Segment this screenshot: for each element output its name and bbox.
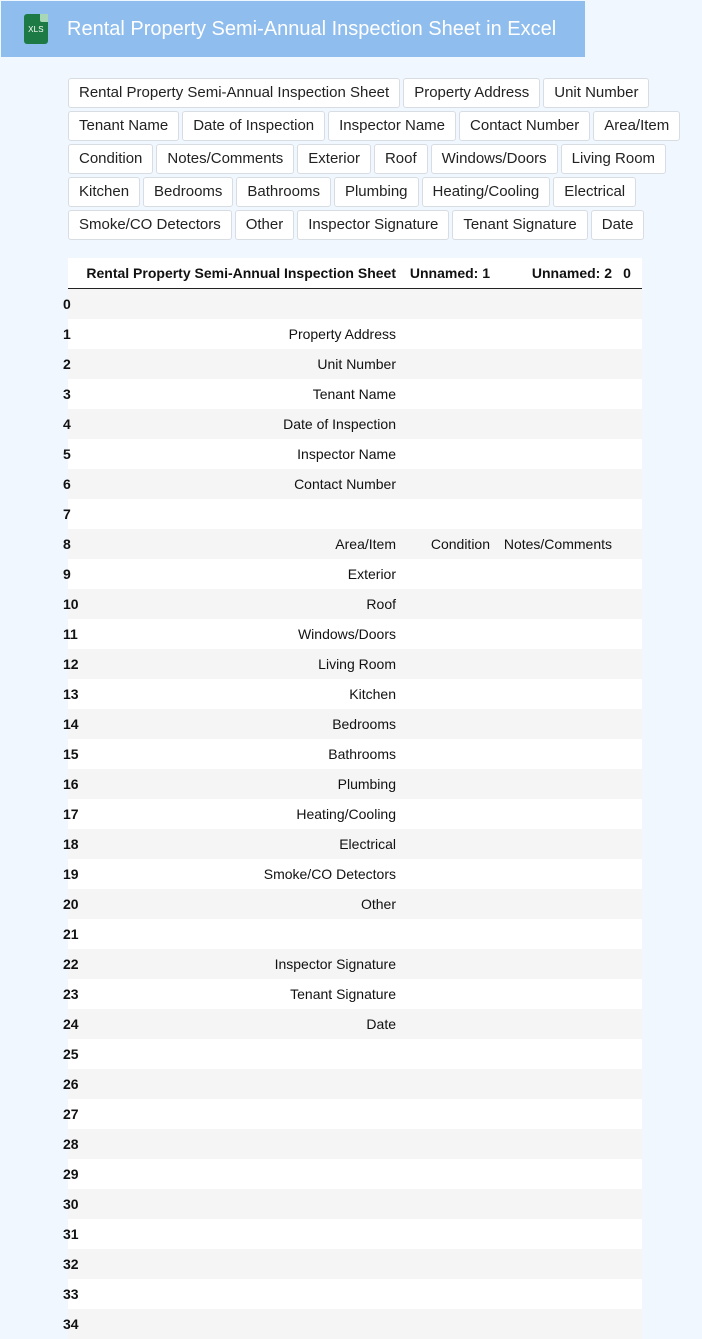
table-row <box>68 1219 642 1249</box>
table-cell <box>490 349 612 379</box>
column-tag[interactable]: Living Room <box>561 144 666 174</box>
table-cell <box>612 469 642 499</box>
table-row <box>68 409 642 439</box>
table-cell <box>612 1309 642 1339</box>
column-tag[interactable]: Area/Item <box>593 111 680 141</box>
table-cell <box>76 1219 396 1249</box>
column-header-b: Unnamed: 1 <box>396 258 490 289</box>
row-index: 12 <box>68 649 76 679</box>
column-tag[interactable]: Electrical <box>553 177 636 207</box>
table-row <box>68 1129 642 1159</box>
table-cell <box>490 1189 612 1219</box>
table-cell <box>396 469 490 499</box>
table-row <box>68 589 642 619</box>
table-cell: Condition <box>396 529 490 559</box>
table-cell <box>396 589 490 619</box>
table-cell: Area/Item <box>76 529 396 559</box>
table-cell <box>612 949 642 979</box>
table-cell <box>490 499 612 529</box>
table-cell <box>396 709 490 739</box>
table-row <box>68 289 642 320</box>
row-index: 25 <box>68 1039 76 1069</box>
table-cell <box>396 439 490 469</box>
table-row <box>68 1249 642 1279</box>
table-cell <box>612 1039 642 1069</box>
table-cell <box>612 709 642 739</box>
table-cell <box>490 1249 612 1279</box>
table-cell <box>396 859 490 889</box>
row-index: 2 <box>68 349 76 379</box>
row-index: 7 <box>68 499 76 529</box>
table-cell <box>396 1069 490 1099</box>
row-index: 32 <box>68 1249 76 1279</box>
row-index: 19 <box>68 859 76 889</box>
table-cell <box>490 739 612 769</box>
column-tag[interactable]: Date <box>591 210 645 240</box>
table-cell <box>396 799 490 829</box>
table-row <box>68 979 642 1009</box>
table-cell: Living Room <box>76 649 396 679</box>
table-cell <box>612 289 642 320</box>
table-cell <box>490 859 612 889</box>
row-index: 15 <box>68 739 76 769</box>
table-cell <box>490 829 612 859</box>
table-cell <box>490 1069 612 1099</box>
table-row <box>68 1309 642 1339</box>
row-index: 34 <box>68 1309 76 1339</box>
table-cell <box>396 499 490 529</box>
row-index: 9 <box>68 559 76 589</box>
column-tag[interactable]: Tenant Name <box>68 111 179 141</box>
table-cell <box>396 319 490 349</box>
table-cell <box>612 379 642 409</box>
table-row <box>68 349 642 379</box>
table-cell <box>76 499 396 529</box>
table-row <box>68 1039 642 1069</box>
table-cell <box>396 919 490 949</box>
table-row <box>68 499 642 529</box>
app-header <box>1 1 585 57</box>
table-cell <box>612 979 642 1009</box>
row-index: 23 <box>68 979 76 1009</box>
table-cell <box>612 859 642 889</box>
table-cell: Date of Inspection <box>76 409 396 439</box>
table-cell <box>76 1279 396 1309</box>
table-cell <box>396 379 490 409</box>
table-cell <box>396 949 490 979</box>
table-cell <box>396 1099 490 1129</box>
table-cell: Plumbing <box>76 769 396 799</box>
table-cell: Date <box>76 1009 396 1039</box>
row-index: 26 <box>68 1069 76 1099</box>
table-row <box>68 949 642 979</box>
table-cell <box>76 1249 396 1279</box>
table-cell <box>76 289 396 320</box>
table-cell: Kitchen <box>76 679 396 709</box>
table-row <box>68 1009 642 1039</box>
table-row <box>68 739 642 769</box>
table-row <box>68 919 642 949</box>
table-cell: Roof <box>76 589 396 619</box>
column-tag[interactable]: Inspector Signature <box>297 210 449 240</box>
table-cell <box>396 1309 490 1339</box>
table-cell <box>612 1249 642 1279</box>
table-row <box>68 559 642 589</box>
table-cell <box>396 649 490 679</box>
table-cell: Bathrooms <box>76 739 396 769</box>
column-tag[interactable]: Date of Inspection <box>182 111 325 141</box>
table-cell <box>76 1099 396 1129</box>
table-cell <box>490 469 612 499</box>
row-index: 30 <box>68 1189 76 1219</box>
table-cell <box>396 769 490 799</box>
table-cell <box>76 1069 396 1099</box>
table-cell <box>490 1219 612 1249</box>
table-row <box>68 859 642 889</box>
table-row <box>68 679 642 709</box>
page-title: Rental Property Semi-Annual Inspection Sheet in Excel <box>67 18 556 41</box>
row-index: 16 <box>68 769 76 799</box>
table-cell <box>490 679 612 709</box>
table-cell <box>490 889 612 919</box>
table-cell <box>396 1279 490 1309</box>
table-cell <box>490 619 612 649</box>
table-cell <box>612 619 642 649</box>
table-cell: Notes/Comments <box>490 529 612 559</box>
table-cell <box>612 649 642 679</box>
table-cell <box>76 1309 396 1339</box>
column-tag[interactable]: Notes/Comments <box>156 144 294 174</box>
table-cell <box>76 1129 396 1159</box>
table-cell <box>76 919 396 949</box>
row-index: 22 <box>68 949 76 979</box>
table-cell <box>396 409 490 439</box>
table-cell: Smoke/CO Detectors <box>76 859 396 889</box>
table-cell <box>612 739 642 769</box>
column-tag[interactable]: Contact Number <box>459 111 590 141</box>
xls-file-icon <box>24 14 48 44</box>
table-cell <box>490 559 612 589</box>
table-cell <box>396 1159 490 1189</box>
table-cell <box>612 829 642 859</box>
table-cell <box>612 889 642 919</box>
row-index: 4 <box>68 409 76 439</box>
column-tag-list <box>68 78 688 240</box>
table-cell <box>490 979 612 1009</box>
table-cell <box>396 559 490 589</box>
table-cell: Heating/Cooling <box>76 799 396 829</box>
table-cell <box>612 679 642 709</box>
table-cell <box>490 379 612 409</box>
column-header-a: Rental Property Semi-Annual Inspection Sheet <box>76 258 396 289</box>
row-index: 33 <box>68 1279 76 1309</box>
row-index: 5 <box>68 439 76 469</box>
table-cell <box>490 799 612 829</box>
table-row <box>68 769 642 799</box>
table-cell: Windows/Doors <box>76 619 396 649</box>
table-cell <box>490 289 612 320</box>
column-tag[interactable]: Kitchen <box>68 177 140 207</box>
row-index: 18 <box>68 829 76 859</box>
column-tag[interactable]: Bathrooms <box>236 177 331 207</box>
column-tag[interactable]: Property Address <box>403 78 540 108</box>
table-cell: Other <box>76 889 396 919</box>
table-cell <box>612 409 642 439</box>
table-row <box>68 1159 642 1189</box>
table-cell <box>396 1219 490 1249</box>
table-cell <box>396 1009 490 1039</box>
table-cell <box>76 1189 396 1219</box>
row-index: 29 <box>68 1159 76 1189</box>
table-cell <box>612 559 642 589</box>
table-cell <box>396 1039 490 1069</box>
table-cell <box>612 1189 642 1219</box>
column-tag[interactable]: Plumbing <box>334 177 419 207</box>
column-tag[interactable]: Smoke/CO Detectors <box>68 210 232 240</box>
table-cell <box>490 319 612 349</box>
table-cell <box>490 1129 612 1159</box>
table-row <box>68 1099 642 1129</box>
row-index: 13 <box>68 679 76 709</box>
table-cell <box>396 1249 490 1279</box>
column-tag[interactable]: Unit Number <box>543 78 649 108</box>
table-cell <box>396 349 490 379</box>
row-index: 17 <box>68 799 76 829</box>
row-index: 31 <box>68 1219 76 1249</box>
table-cell: Electrical <box>76 829 396 859</box>
column-header-index <box>68 258 76 289</box>
table-cell: Inspector Signature <box>76 949 396 979</box>
table-cell <box>396 1129 490 1159</box>
table-row <box>68 1069 642 1099</box>
column-tag[interactable]: Heating/Cooling <box>422 177 551 207</box>
table-cell: Unit Number <box>76 349 396 379</box>
row-index: 10 <box>68 589 76 619</box>
table-row <box>68 529 642 559</box>
row-index: 27 <box>68 1099 76 1129</box>
table-cell <box>490 709 612 739</box>
row-index: 6 <box>68 469 76 499</box>
table-cell <box>612 439 642 469</box>
table-body <box>68 289 642 1339</box>
table-row <box>68 649 642 679</box>
table-cell: Exterior <box>76 559 396 589</box>
column-tag[interactable]: Condition <box>68 144 153 174</box>
table-cell <box>490 1039 612 1069</box>
table-cell <box>396 679 490 709</box>
table-cell <box>396 979 490 1009</box>
table-cell: Contact Number <box>76 469 396 499</box>
table-cell: Property Address <box>76 319 396 349</box>
table-cell <box>612 349 642 379</box>
xls-icon-label: XLS <box>24 25 48 34</box>
table-cell <box>396 1189 490 1219</box>
table-row <box>68 829 642 859</box>
table-row <box>68 709 642 739</box>
table-cell: Bedrooms <box>76 709 396 739</box>
table-row <box>68 1279 642 1309</box>
data-table <box>68 258 642 1339</box>
column-tag[interactable]: Windows/Doors <box>431 144 558 174</box>
table-cell <box>612 1159 642 1189</box>
table-cell <box>612 919 642 949</box>
table-cell <box>612 769 642 799</box>
table-cell <box>612 319 642 349</box>
row-index: 0 <box>68 289 76 320</box>
table-cell <box>76 1159 396 1189</box>
table-row <box>68 889 642 919</box>
column-tag[interactable]: Tenant Signature <box>452 210 587 240</box>
column-tag[interactable]: Exterior <box>297 144 371 174</box>
table-cell <box>396 289 490 320</box>
table-cell <box>490 649 612 679</box>
table-row <box>68 1189 642 1219</box>
row-index: 3 <box>68 379 76 409</box>
row-index: 28 <box>68 1129 76 1159</box>
table-cell <box>490 589 612 619</box>
table-cell <box>612 529 642 559</box>
table-cell <box>490 1159 612 1189</box>
table-cell <box>396 889 490 919</box>
row-index: 14 <box>68 709 76 739</box>
table-cell <box>396 829 490 859</box>
row-index: 1 <box>68 319 76 349</box>
table-cell <box>612 799 642 829</box>
column-tag[interactable]: Bedrooms <box>143 177 233 207</box>
table-cell <box>612 1099 642 1129</box>
table-cell <box>490 919 612 949</box>
table-row <box>68 619 642 649</box>
table-cell <box>612 589 642 619</box>
table-cell <box>396 619 490 649</box>
row-index: 11 <box>68 619 76 649</box>
table-cell <box>612 1279 642 1309</box>
table-cell <box>612 1219 642 1249</box>
table-cell: Tenant Name <box>76 379 396 409</box>
table-cell <box>490 1309 612 1339</box>
table-cell <box>490 1279 612 1309</box>
table-cell <box>76 1039 396 1069</box>
table-cell: Tenant Signature <box>76 979 396 1009</box>
table-cell <box>490 949 612 979</box>
table-cell <box>490 769 612 799</box>
table-cell <box>490 1009 612 1039</box>
table-row <box>68 439 642 469</box>
data-table-container[interactable] <box>68 258 642 1292</box>
column-header-d: 0 <box>612 258 642 289</box>
column-header-c: Unnamed: 2 <box>490 258 612 289</box>
table-row <box>68 799 642 829</box>
table-cell: Inspector Name <box>76 439 396 469</box>
row-index: 8 <box>68 529 76 559</box>
row-index: 21 <box>68 919 76 949</box>
column-tag[interactable]: Other <box>235 210 295 240</box>
table-row <box>68 379 642 409</box>
table-cell <box>612 1009 642 1039</box>
table-cell <box>490 439 612 469</box>
table-cell <box>490 409 612 439</box>
column-tag[interactable]: Inspector Name <box>328 111 456 141</box>
row-index: 24 <box>68 1009 76 1039</box>
table-cell <box>612 1129 642 1159</box>
table-row <box>68 469 642 499</box>
table-header-row <box>68 258 642 289</box>
column-tag[interactable]: Rental Property Semi-Annual Inspection Sheet <box>68 78 400 108</box>
table-row <box>68 319 642 349</box>
table-cell <box>612 1069 642 1099</box>
row-index: 20 <box>68 889 76 919</box>
table-cell <box>396 739 490 769</box>
column-tag[interactable]: Roof <box>374 144 428 174</box>
table-cell <box>612 499 642 529</box>
table-cell <box>490 1099 612 1129</box>
